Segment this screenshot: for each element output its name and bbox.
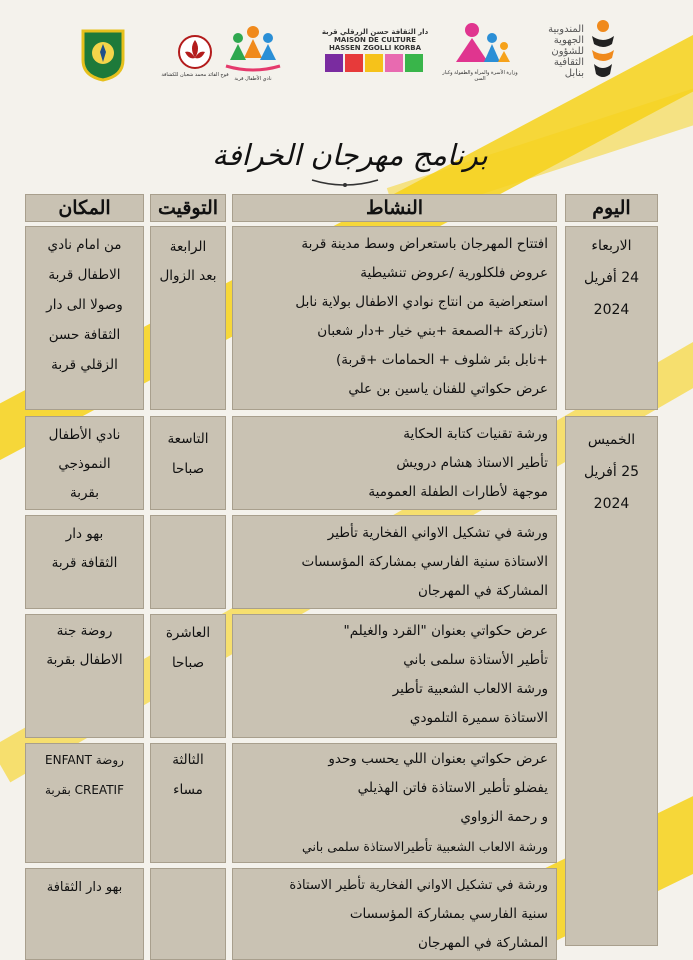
activity-line: (تازركة +الصمعة +بني خيار +دار شعبان (317, 323, 548, 339)
day-year: 2024 (593, 302, 630, 318)
header-activity: النشاط (232, 194, 557, 222)
children-figures-icon (220, 22, 286, 74)
place-line: النموذجي (58, 456, 111, 472)
activity-line: استعراضية من انتاج نوادي الاطفال بولاية نابل (295, 294, 548, 310)
activity-line: عرض حكواتي بعنوان "القرد والغيلم" (343, 623, 548, 639)
place-line: الزقلي قربة (51, 357, 118, 373)
time-cell (150, 416, 226, 510)
maison-culture-logo (320, 26, 430, 74)
time-line: صباحا (171, 655, 205, 671)
activity-cell (232, 416, 557, 510)
time-line: العاشرة (165, 625, 211, 641)
activity-line: الاستاذة سميرة التلمودي (409, 710, 548, 726)
fleur-de-lis-icon (175, 34, 215, 70)
time-line: صباحا (171, 461, 205, 477)
time-line: التاسعة (167, 431, 209, 447)
time-cell (150, 226, 226, 410)
header-place: المكان (25, 194, 144, 222)
activity-lines (343, 617, 548, 733)
place-line: من امام نادي (47, 237, 122, 253)
time-cell (150, 743, 226, 863)
activity-line: عرض حكواتي بعنوان اللي يحسب وحدو (328, 751, 548, 767)
color-blocks-icon (325, 52, 425, 74)
day-date: 24 أفريل (583, 270, 640, 286)
activity-cell (232, 614, 557, 738)
time-line: الرابعة (169, 239, 207, 255)
time-cell (150, 614, 226, 738)
time-cell (150, 868, 226, 960)
place-cell (25, 416, 144, 510)
place-line: نادي الأطفال (48, 427, 121, 443)
place-line: الثقافة حسن (48, 327, 121, 343)
place-line: الاطفال بقربة (46, 652, 123, 668)
flame-column-icon (588, 18, 618, 82)
logo-caption: وزارة الأسرة والمرأة والطفولة وكبار السن (442, 70, 518, 82)
activity-cell (232, 743, 557, 863)
header-day: اليوم (565, 194, 658, 222)
place-line: بهو دار (65, 526, 104, 542)
place-line: وصولا الى دار (46, 297, 123, 313)
logo-caption: دار الثقافة حسن الزرقلي قربة MAISON DE CULTURE HASSEN ZGOLLI KORBA (321, 28, 429, 52)
day-cell (565, 226, 658, 410)
activity-line: تأطير الاستاذ هشام درويش (396, 455, 548, 471)
place-line: بقربة (69, 485, 100, 501)
activity-line: ورشة تقنيات كتابة الحكاية (403, 426, 548, 442)
scouts-emblem-logo (80, 28, 126, 82)
activity-line: يفضلو تأطير الاستاذة فاتن الهذيلي (357, 780, 548, 796)
activity-line: عرض حكواتي للفنان ياسين بن علي (348, 381, 548, 397)
activity-line: المشاركة في المهرجان (417, 583, 548, 599)
time-line: مساء (173, 782, 203, 798)
day-name: الاربعاء (591, 238, 632, 254)
activity-line: ورشة في تشكيل الاواني الفخارية تأطير الاستاذة (289, 878, 548, 893)
place-line: CREATIF بقربة (45, 783, 124, 797)
header-time: التوقيت (150, 194, 226, 222)
place-line: الاطفال قربة (48, 267, 121, 283)
place-line: روضة ENFANT (45, 753, 124, 767)
activity-line: ورشة الالعاب الشعبية تأطيرالاستاذة سلمى باني (302, 839, 548, 854)
activity-lines (302, 745, 548, 861)
family-figures-icon (448, 20, 512, 68)
children-club-logo (220, 22, 286, 82)
place-cell (25, 226, 144, 410)
time-line: بعد الزوال (159, 268, 217, 284)
place-cell (25, 868, 144, 960)
activity-line: سنية الفارسي بمشاركة المؤسسات (349, 906, 548, 922)
activity-line: افتتاح المهرجان باستعراض وسط مدينة قربة (301, 236, 548, 252)
place-line: روضة جنة (56, 623, 113, 639)
activity-lines (289, 871, 548, 958)
activity-cell (232, 515, 557, 609)
day-cell (565, 416, 658, 946)
activity-line: ورشة الالعاب الشعبية تأطير (392, 681, 548, 697)
place-cell (25, 743, 144, 863)
ministry-women-logo (440, 20, 520, 82)
shield-icon (80, 28, 126, 82)
place-line: بهو دار الثقافة (46, 880, 123, 895)
activity-line: ورشة في تشكيل الاواني الفخارية تأطير (327, 525, 548, 541)
logo-caption: المندوبية الجهوية للشؤون الثقافية بنابل (548, 23, 584, 79)
activity-line: المشاركة في المهرجان (417, 935, 548, 951)
page-title: برنامج مهرجان الخرافة (212, 138, 488, 172)
activity-lines (295, 230, 548, 404)
activity-cell (232, 868, 557, 960)
time-cell (150, 515, 226, 609)
activity-line: موجهة لأطارات الطفلة العمومية (368, 484, 548, 500)
activity-line: تأطير الأستاذة سلمى باني (403, 652, 548, 668)
time-line: الثالثة (172, 752, 204, 768)
activity-lines (301, 519, 548, 606)
ornament-icon (310, 176, 380, 190)
place-cell (25, 614, 144, 738)
activity-lines (368, 420, 548, 507)
activity-line: عروض فلكلورية /عروض تنشيطية (360, 265, 548, 281)
place-cell (25, 515, 144, 609)
logo-bar (70, 14, 630, 94)
regional-culture-logo (540, 18, 618, 82)
activity-line: و رحمة الزواوي (460, 809, 548, 825)
place-line: الثقافة قربة (51, 555, 118, 571)
day-year: 2024 (593, 496, 630, 512)
activity-line: +نابل بئر شلوف + الحمامات +قربة) (336, 352, 548, 368)
day-name: الخميس (587, 432, 636, 448)
day-date: 25 أفريل (583, 464, 640, 480)
activity-cell (232, 226, 557, 410)
logo-caption: فوج القائد محمد شعبان للكشافة (161, 72, 229, 78)
logo-caption: نادي الأطفال قربة (234, 76, 272, 82)
activity-line: الاستاذة سنية الفارسي بمشاركة المؤسسات (301, 554, 548, 570)
